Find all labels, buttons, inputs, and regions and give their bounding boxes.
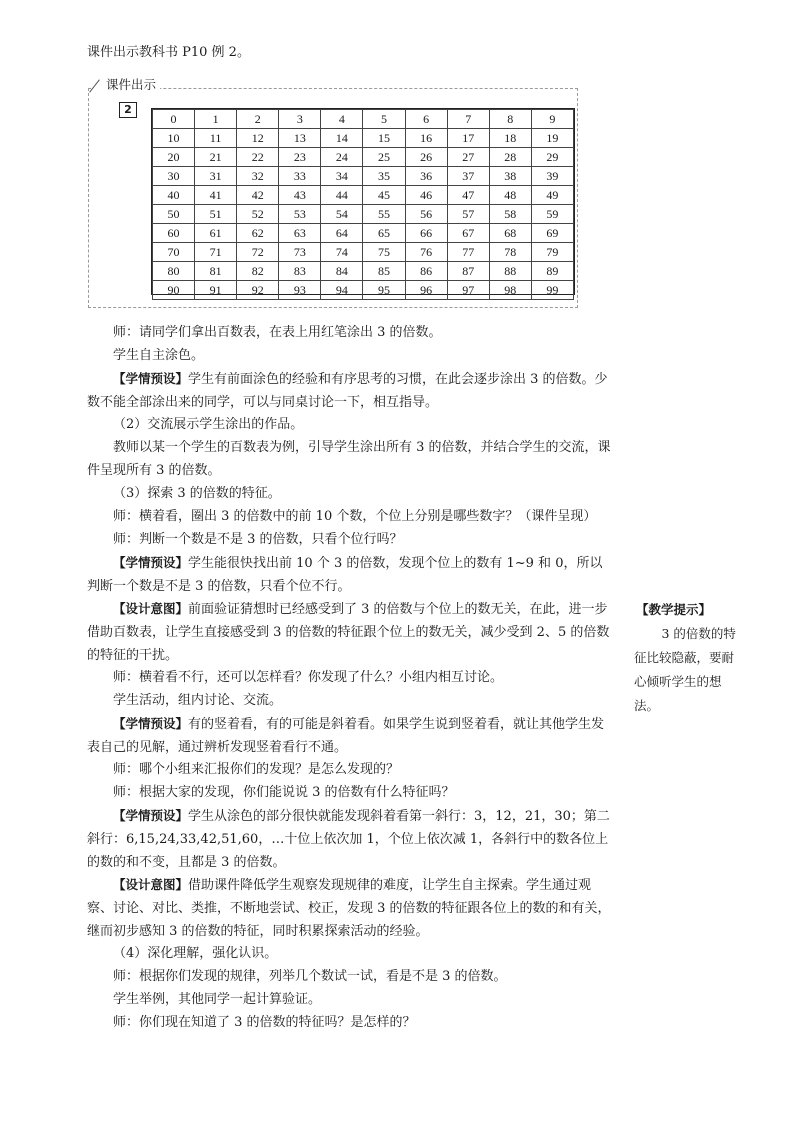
hundred-chart-cell: 6 [405,110,447,129]
hundred-chart-cell: 70 [153,243,195,262]
hundred-chart-cell: 71 [195,243,237,262]
paragraph-text: 学生自主涂色。 [113,348,205,363]
hundred-chart-cell: 21 [195,148,237,167]
hundred-chart-cell: 3 [279,110,321,129]
hundred-chart-cell: 49 [531,186,573,205]
hundred-chart-cell: 83 [279,262,321,281]
hundred-chart-cell: 81 [195,262,237,281]
hundred-chart-cell: 97 [447,281,489,300]
hundred-chart-cell: 29 [531,148,573,167]
hundred-chart-cell: 77 [447,243,489,262]
hundred-chart-cell: 51 [195,205,237,224]
hundred-chart-cell: 87 [447,262,489,281]
hundred-chart-table [152,109,574,300]
hundred-chart-cell: 60 [153,224,195,243]
hundred-chart-cell: 74 [321,243,363,262]
hundred-chart-cell: 7 [447,110,489,129]
paragraph-text: 师：根据大家的发现，你们能说说 3 的倍数有什么特征吗？ [113,785,455,800]
teaching-tip-title: 【教学提示】 [636,602,712,617]
hundred-chart-cell: 96 [405,281,447,300]
hundred-chart-cell: 86 [405,262,447,281]
lesson-paragraph [87,482,611,505]
hundred-chart-cell: 46 [405,186,447,205]
hundred-chart-cell: 57 [447,205,489,224]
hundred-chart-cell: 89 [531,262,573,281]
hundred-chart-cell: 98 [489,281,531,300]
hundred-chart-cell: 25 [363,148,405,167]
hundred-chart-cell: 90 [153,281,195,300]
hundred-chart-cell: 94 [321,281,363,300]
teaching-tip-sidebar [634,598,744,718]
hundred-chart-cell: 35 [363,167,405,186]
paragraph-text: （2）交流展示学生涂出的作品。 [113,417,304,432]
hundred-chart-cell: 14 [321,129,363,148]
paragraph-text: 前面验证猜想时已经感受到了 3 的倍数与个位上的数无关，在此，进一步借助百数表，让学生直接感受到 3 的倍数的特征跟个位上的数无关，减少受到 2、5 的倍数的特征的干扰。 [87,602,610,663]
lesson-paragraph [87,321,611,344]
annotated-paragraph [87,551,611,598]
lesson-paragraph [87,436,611,482]
hundred-chart-cell: 26 [405,148,447,167]
hundred-chart-cell: 34 [321,167,363,186]
hundred-chart-cell: 22 [237,148,279,167]
paragraph-text: （4）深化理解，强化认识。 [113,946,278,961]
hundred-chart-cell: 18 [489,129,531,148]
hundred-chart-cell: 19 [531,129,573,148]
hundred-chart-cell: 13 [279,129,321,148]
lesson-paragraph [87,965,611,988]
hundred-chart-row [153,129,574,148]
hundred-chart-cell: 95 [363,281,405,300]
lesson-paragraph [87,781,611,804]
hundred-chart-cell: 5 [363,110,405,129]
courseware-label [92,77,160,93]
intro-line: 课件出示教科书 P10 例 2。 [87,45,250,60]
paragraph-text: 师：横着看不行，还可以怎样看？你发现了什么？小组内相互讨论。 [113,670,504,685]
hundred-chart-row [153,167,574,186]
hundred-chart-cell: 85 [363,262,405,281]
paragraph-text: 师：你们现在知道了 3 的倍数的特征吗？是怎样的？ [113,1015,416,1030]
hundred-chart-cell: 37 [447,167,489,186]
paragraph-text: 师：请同学们拿出百数表，在表上用红笔涂出 3 的倍数。 [113,325,442,340]
hundred-chart-cell: 12 [237,129,279,148]
hundred-chart-cell: 65 [363,224,405,243]
annotated-paragraph [87,712,611,759]
lesson-paragraph [87,988,611,1011]
hundred-chart-cell: 30 [153,167,195,186]
hundred-chart-cell: 47 [447,186,489,205]
lesson-paragraph [87,758,611,781]
paragraph-tag: 【设计意图】 [113,877,189,892]
paragraph-tag: 【学情预设】 [113,555,189,570]
hundred-chart-cell: 38 [489,167,531,186]
hundred-chart-cell: 45 [363,186,405,205]
hundred-chart-cell: 56 [405,205,447,224]
hundred-chart-cell: 48 [489,186,531,205]
paragraph-text: 师：哪个小组来汇报你们的发现？是怎么发现的？ [113,762,400,777]
lesson-paragraph [87,528,611,551]
paragraph-tag: 【学情预设】 [113,371,189,386]
lesson-paragraph [87,413,611,436]
paragraph-tag: 【学情预设】 [113,808,189,823]
hundred-chart-row [153,148,574,167]
paragraph-text: 学生举例，其他同学一起计算验证。 [113,992,322,1007]
hundred-chart-cell: 15 [363,129,405,148]
annotated-paragraph [87,804,611,874]
hundred-chart-cell: 53 [279,205,321,224]
hundred-chart-cell: 50 [153,205,195,224]
hundred-chart-cell: 33 [279,167,321,186]
paragraph-text: 教师以某一个学生的百数表为例，引导学生涂出所有 3 的倍数，并结合学生的交流，课件呈现所有 3 的倍数。 [87,440,611,478]
hundred-chart-row [153,205,574,224]
hundred-chart-cell: 79 [531,243,573,262]
hundred-chart-cell: 92 [237,281,279,300]
hundred-chart-cell: 4 [321,110,363,129]
hundred-chart-cell: 55 [363,205,405,224]
hundred-chart-cell: 54 [321,205,363,224]
hundred-chart-cell: 16 [405,129,447,148]
hundred-chart-cell: 73 [279,243,321,262]
hundred-number-chart [151,108,575,295]
hundred-chart-cell: 24 [321,148,363,167]
hundred-chart-cell: 64 [321,224,363,243]
hundred-chart-cell: 28 [489,148,531,167]
hundred-chart-cell: 43 [279,186,321,205]
lesson-paragraph [87,942,611,965]
hundred-chart-cell: 58 [489,205,531,224]
paragraph-text: 借助课件降低学生观察发现规律的难度，让学生自主探索。学生通过观察、讨论、对比、类推，不断地尝试、校正，发现 3 的倍数的特征跟各位上的数的和有关，继而初步感知 3 的倍数的特征，同时积累探索活动的经验。 [87,878,611,939]
hundred-chart-cell: 8 [489,110,531,129]
hundred-chart-cell: 27 [447,148,489,167]
paragraph-text: 师：判断一个数是不是 3 的倍数，只看个位行吗？ [113,532,403,547]
hundred-chart-row [153,281,574,300]
hundred-chart-cell: 2 [237,110,279,129]
courseware-label-text: 课件出示 [106,77,157,92]
hundred-chart-cell: 40 [153,186,195,205]
hundred-chart-cell: 88 [489,262,531,281]
hundred-chart-cell: 93 [279,281,321,300]
annotated-paragraph [87,597,611,667]
hundred-chart-cell: 80 [153,262,195,281]
hundred-chart-cell: 44 [321,186,363,205]
hundred-chart-cell: 1 [195,110,237,129]
hundred-chart-cell: 20 [153,148,195,167]
hundred-chart-cell: 99 [531,281,573,300]
hundred-chart-cell: 59 [531,205,573,224]
annotated-paragraph [87,367,611,414]
paragraph-text: 有的竖着看，有的可能是斜着看。如果学生说到竖着看，就让其他学生发表自己的见解，通过辨析发现竖着看行不通。 [87,717,605,755]
paragraph-text: 师：横着看，圈出 3 的倍数中的前 10 个数，个位上分别是哪些数字？（课件呈现） [113,509,597,524]
hundred-chart-cell: 69 [531,224,573,243]
hundred-chart-cell: 75 [363,243,405,262]
teaching-tip-text: 3 的倍数的特征比较隐蔽，要耐心倾听学生的想法。 [634,626,736,713]
hundred-chart-cell: 76 [405,243,447,262]
hundred-chart-row [153,224,574,243]
hundred-chart-cell: 42 [237,186,279,205]
paragraph-text: 学生从涂色的部分很快就能发现斜着看第一斜行：3，12，21，30；第二斜行：6,15,24,33,42,51,60，…十位上依次加 1，个位上依次减 1，各斜行中的数各位上的数的和不变，且都是 3 的倍数。 [87,809,610,870]
annotated-paragraph [87,873,611,943]
hundred-chart-cell: 31 [195,167,237,186]
hundred-chart-cell: 41 [195,186,237,205]
paragraph-text: 学生能很快找出前 10 个 3 的倍数，发现个位上的数有 1~9 和 0，所以判断一个数是不是 3 的倍数，只看个位不行。 [87,556,603,594]
hundred-chart-cell: 11 [195,129,237,148]
hundred-chart-cell: 68 [489,224,531,243]
hundred-chart-cell: 91 [195,281,237,300]
hundred-chart-row [153,243,574,262]
hundred-chart-cell: 39 [531,167,573,186]
hundred-chart-cell: 61 [195,224,237,243]
hundred-chart-cell: 10 [153,129,195,148]
paragraph-text: 师：根据你们发现的规律，列举几个数试一试，看是不是 3 的倍数。 [113,969,507,984]
hundred-chart-cell: 82 [237,262,279,281]
lesson-paragraph [87,689,611,712]
example-number-badge: 2 [119,102,137,118]
hundred-chart-cell: 63 [279,224,321,243]
lesson-paragraph [87,666,611,689]
hundred-chart-cell: 66 [405,224,447,243]
paragraph-text: （3）探索 3 的倍数的特征。 [113,486,281,501]
hundred-chart-row [153,262,574,281]
hundred-chart-cell: 67 [447,224,489,243]
paragraph-text: 学生活动，组内讨论、交流。 [113,693,283,708]
lesson-paragraph [87,505,611,528]
hundred-chart-cell: 32 [237,167,279,186]
hundred-chart-cell: 0 [153,110,195,129]
hundred-chart-cell: 84 [321,262,363,281]
hundred-chart-cell: 36 [405,167,447,186]
hundred-chart-cell: 72 [237,243,279,262]
paragraph-tag: 【设计意图】 [113,601,189,616]
hundred-chart-cell: 78 [489,243,531,262]
lesson-paragraph [87,344,611,367]
paragraph-tag: 【学情预设】 [113,716,189,731]
hundred-chart-row [153,186,574,205]
hundred-chart-row [153,110,574,129]
lesson-paragraph [87,1011,611,1034]
hundred-chart-cell: 52 [237,205,279,224]
hundred-chart-cell: 23 [279,148,321,167]
teaching-tip-body [634,622,744,718]
hundred-chart-cell: 62 [237,224,279,243]
label-slash-decoration [89,79,100,92]
hundred-chart-cell: 9 [531,110,573,129]
hundred-chart-cell: 17 [447,129,489,148]
paragraph-text: 学生有前面涂色的经验和有序思考的习惯，在此会逐步涂出 3 的倍数。少数不能全部涂出来的同学，可以与同桌讨论一下，相互指导。 [87,372,608,410]
